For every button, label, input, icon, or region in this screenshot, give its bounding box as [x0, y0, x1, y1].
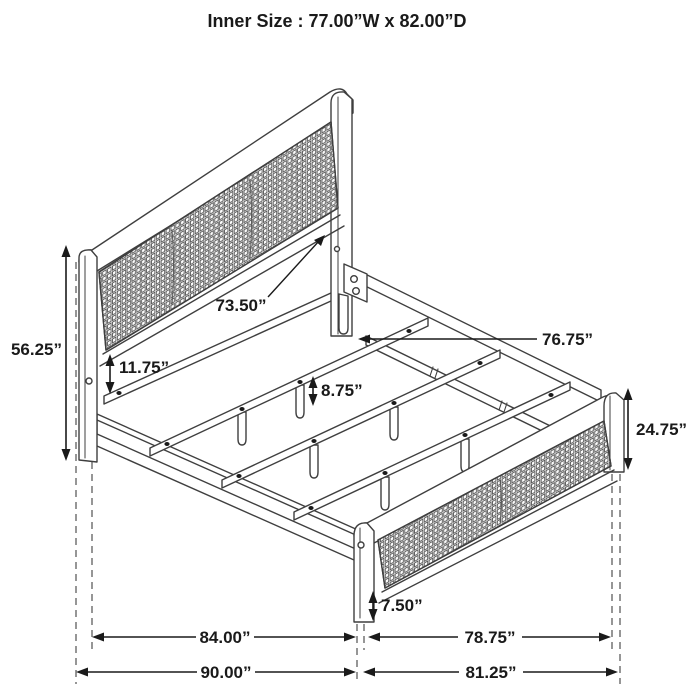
- dim-overall-length: [76, 663, 356, 682]
- inner-frame-length-label: 84.00”: [199, 628, 251, 647]
- inner-size-title: Inner Size : 77.00”W x 82.00”D: [207, 11, 467, 31]
- overall-length-label: 90.00”: [200, 663, 252, 682]
- dim-footboard-clearance: [369, 591, 423, 621]
- headboard: [79, 89, 367, 462]
- bed-frame-drawing: [79, 89, 624, 622]
- bracket-hole-2: [353, 288, 360, 295]
- footboard-height-label: 24.75”: [636, 420, 688, 439]
- center-rail-length-label: 76.75”: [542, 330, 594, 349]
- dim-footboard-overall-length: [363, 663, 618, 682]
- dim-footboard-side-length: [368, 628, 611, 647]
- slat-leg-height-label: 8.75”: [321, 381, 363, 400]
- footboard-overall-length-label: 81.25”: [465, 663, 517, 682]
- slat-2: [222, 350, 500, 488]
- footboard-near-post: [354, 523, 374, 622]
- footboard-post-hole: [358, 542, 364, 548]
- headboard-center-leg: [339, 294, 348, 334]
- headboard-post-hole-2: [335, 247, 340, 252]
- bracket-hole-1: [351, 276, 358, 283]
- dim-inner-frame-length: [92, 628, 356, 647]
- dim-headboard-height: [11, 245, 71, 461]
- footboard-side-length-label: 78.75”: [464, 628, 516, 647]
- panel-gap-label: 11.75”: [119, 358, 170, 377]
- headboard-post-hole: [86, 378, 92, 384]
- dim-slat-leg-height: [309, 376, 363, 406]
- headboard-height-label: 56.25”: [10, 340, 62, 359]
- footboard-clearance-label: 7.50”: [381, 596, 423, 615]
- dim-footboard-height: [624, 388, 688, 470]
- headboard-width-label: 73.50”: [215, 296, 267, 315]
- headboard-left-post: [79, 250, 97, 462]
